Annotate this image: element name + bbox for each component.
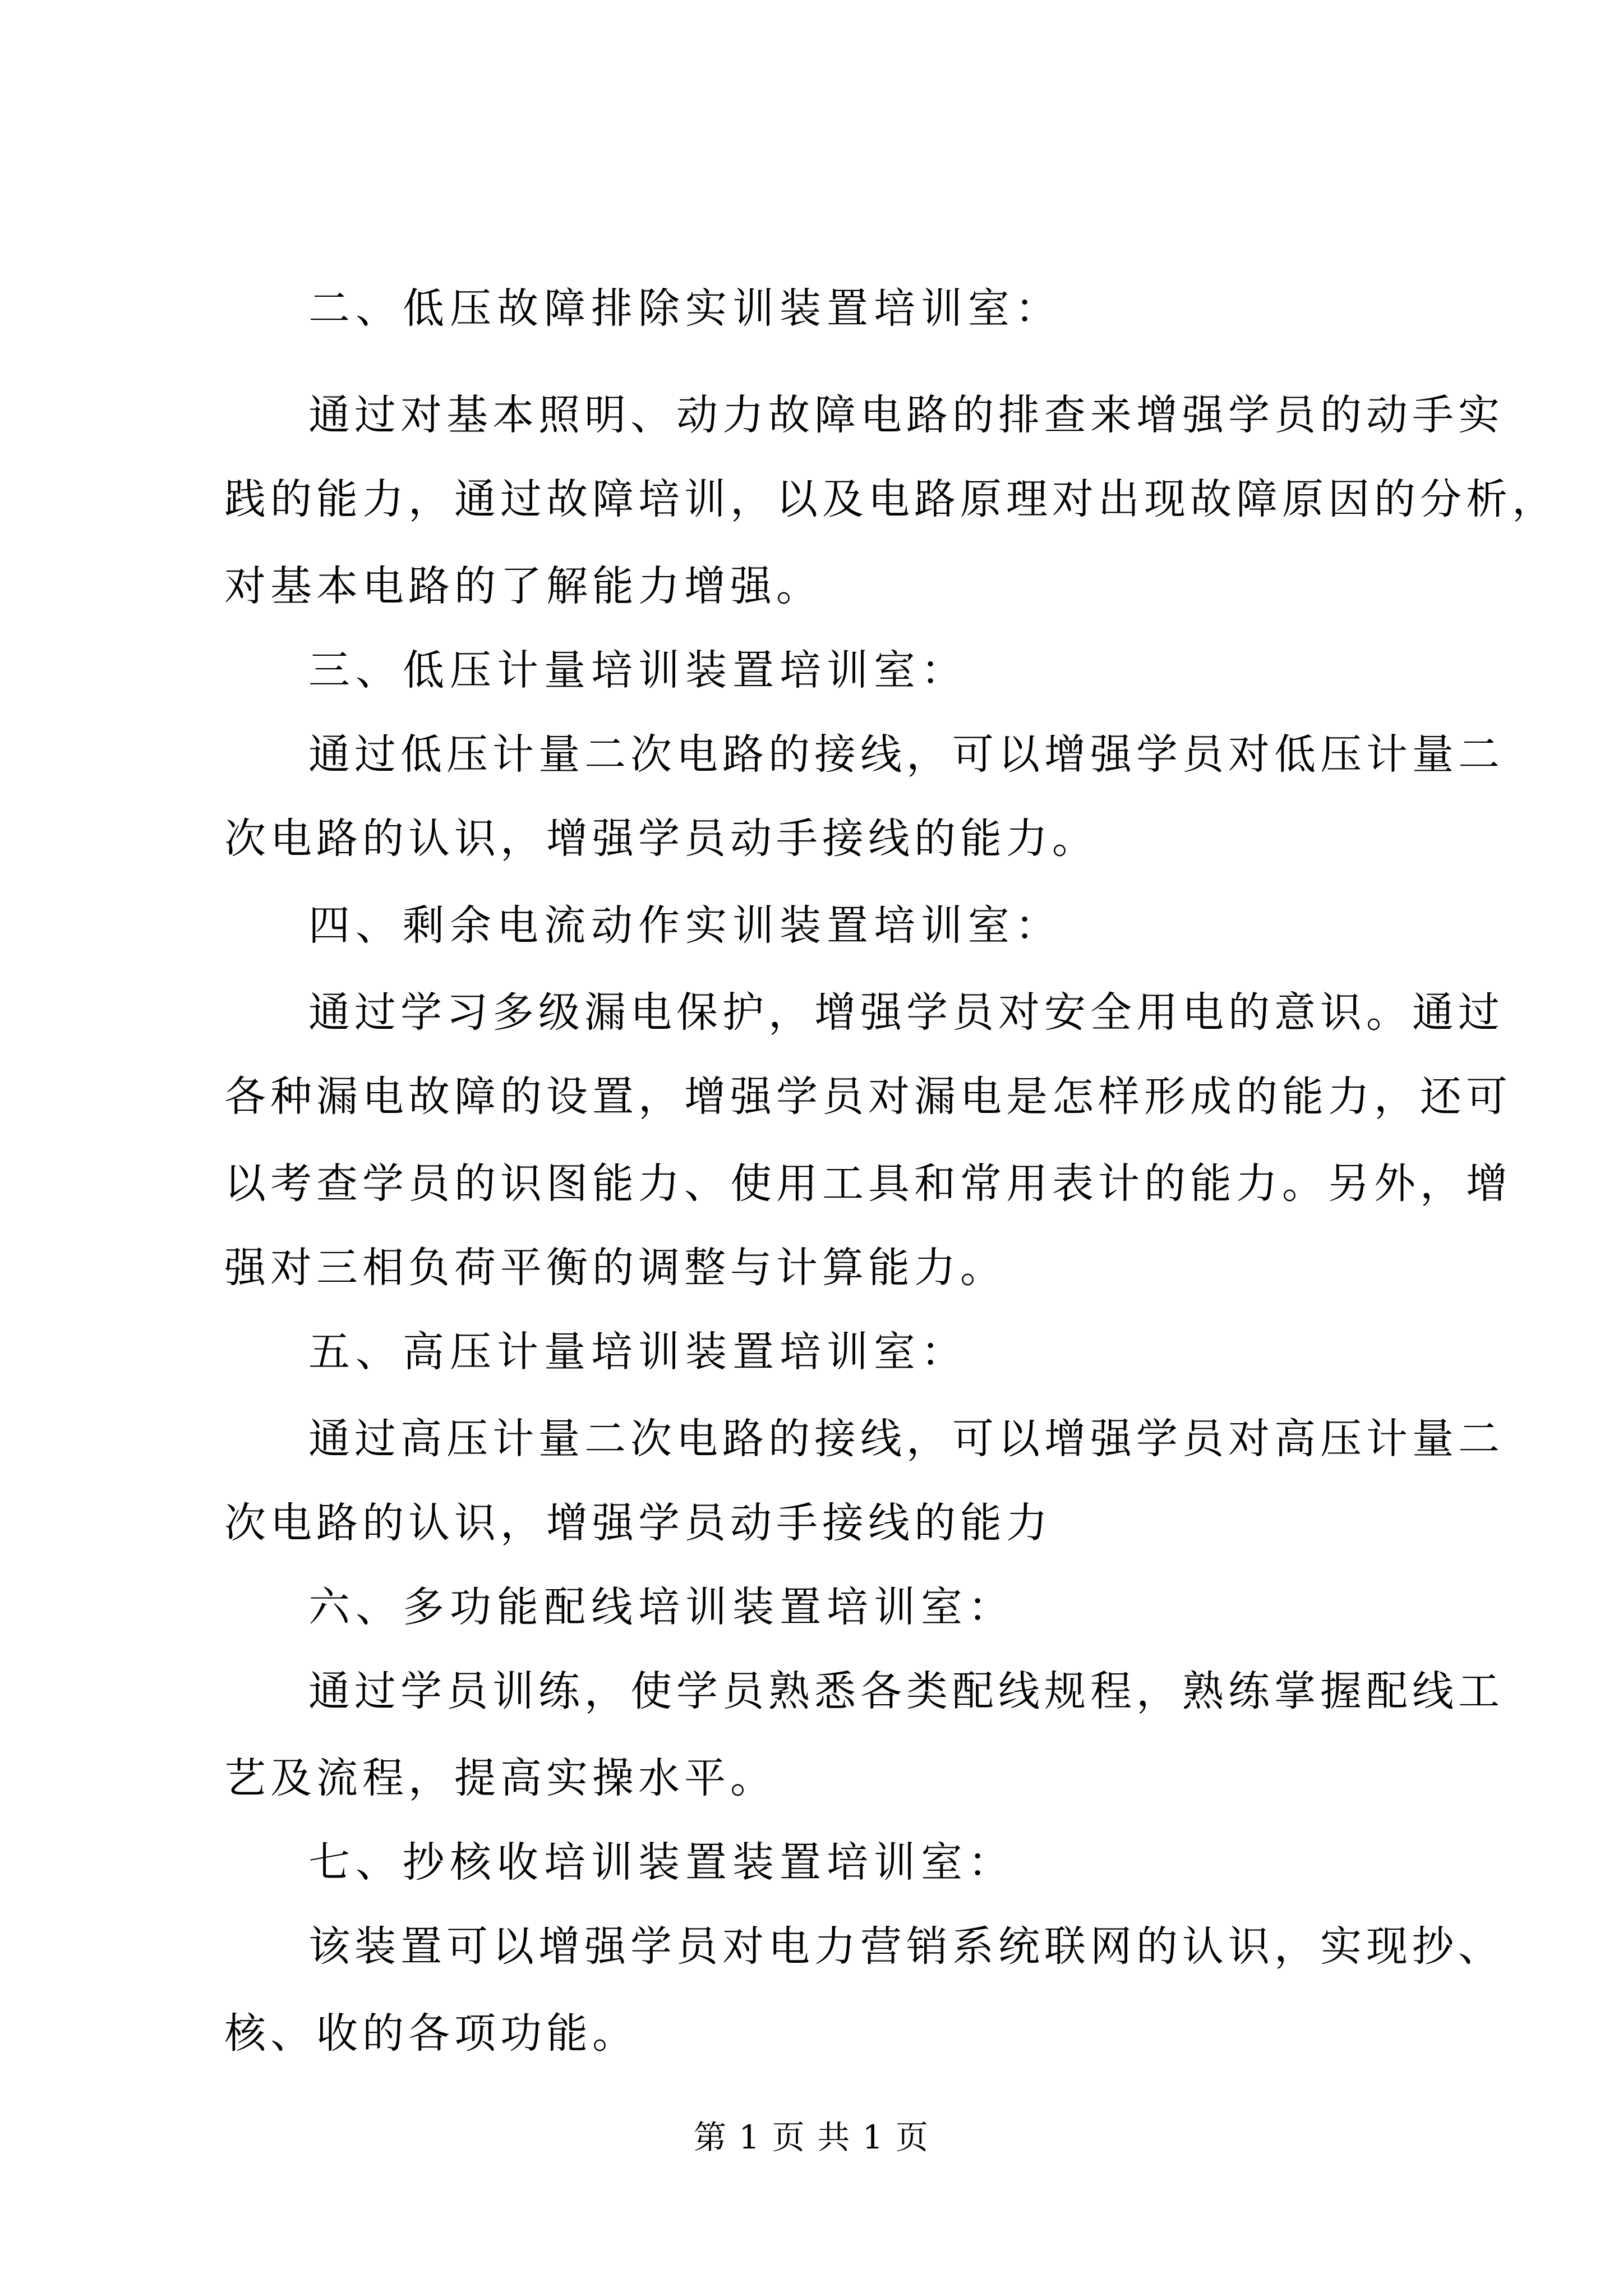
page-number-footer: 第 1 页 共 1 页 [694,2118,929,2156]
paragraph-line: 次电路的认识，增强学员动手接线的能力。 [224,815,1098,863]
paragraph-line: 通过对基本照明、动力故障电路的排查来增强学员的动手实 [308,391,1504,439]
paragraph-line: 核、收的各项功能。 [224,2009,638,2058]
paragraph-line: 该装置可以增强学员对电力营销系统联网的认识，实现抄、 [308,1922,1504,1971]
paragraph-line: 通过高压计量二次电路的接线，可以增强学员对高压计量二 [308,1415,1504,1463]
paragraph-line: 各种漏电故障的设置，增强学员对漏电是怎样形成的能力，还可 [224,1073,1512,1121]
paragraph-line: 以考查学员的识图能力、使用工具和常用表计的能力。另外，增 [224,1159,1512,1208]
paragraph-line: 通过学习多级漏电保护，增强学员对安全用电的意识。通过 [308,988,1504,1037]
heading-5: 五、高压计量培训装置培训室： [308,1328,968,1376]
heading-6: 六、多功能配线培训装置培训室： [308,1583,1015,1631]
paragraph-line: 强对三相负荷平衡的调整与计算能力。 [224,1244,1006,1292]
heading-7: 七、抄核收培训装置装置培训室： [308,1838,1015,1887]
paragraph-line: 践的能力，通过故障培训，以及电路原理对出现故障原因的分析， [224,475,1558,523]
paragraph-line: 次电路的认识，增强学员动手接线的能力 [224,1499,1052,1547]
heading-3: 三、低压计量培训装置培训室： [308,646,968,694]
paragraph-line: 通过低压计量二次电路的接线，可以增强学员对低压计量二 [308,730,1504,779]
heading-4: 四、剩余电流动作实训装置培训室： [308,901,1062,950]
paragraph-line: 通过学员训练，使学员熟悉各类配线规程，熟练掌握配线工 [308,1667,1504,1715]
paragraph-line: 对基本电路的了解能力增强。 [224,562,822,610]
paragraph-line: 艺及流程，提高实操水平。 [224,1754,776,1802]
heading-2: 二、低压故障排除实训装置培训室： [308,284,1062,333]
